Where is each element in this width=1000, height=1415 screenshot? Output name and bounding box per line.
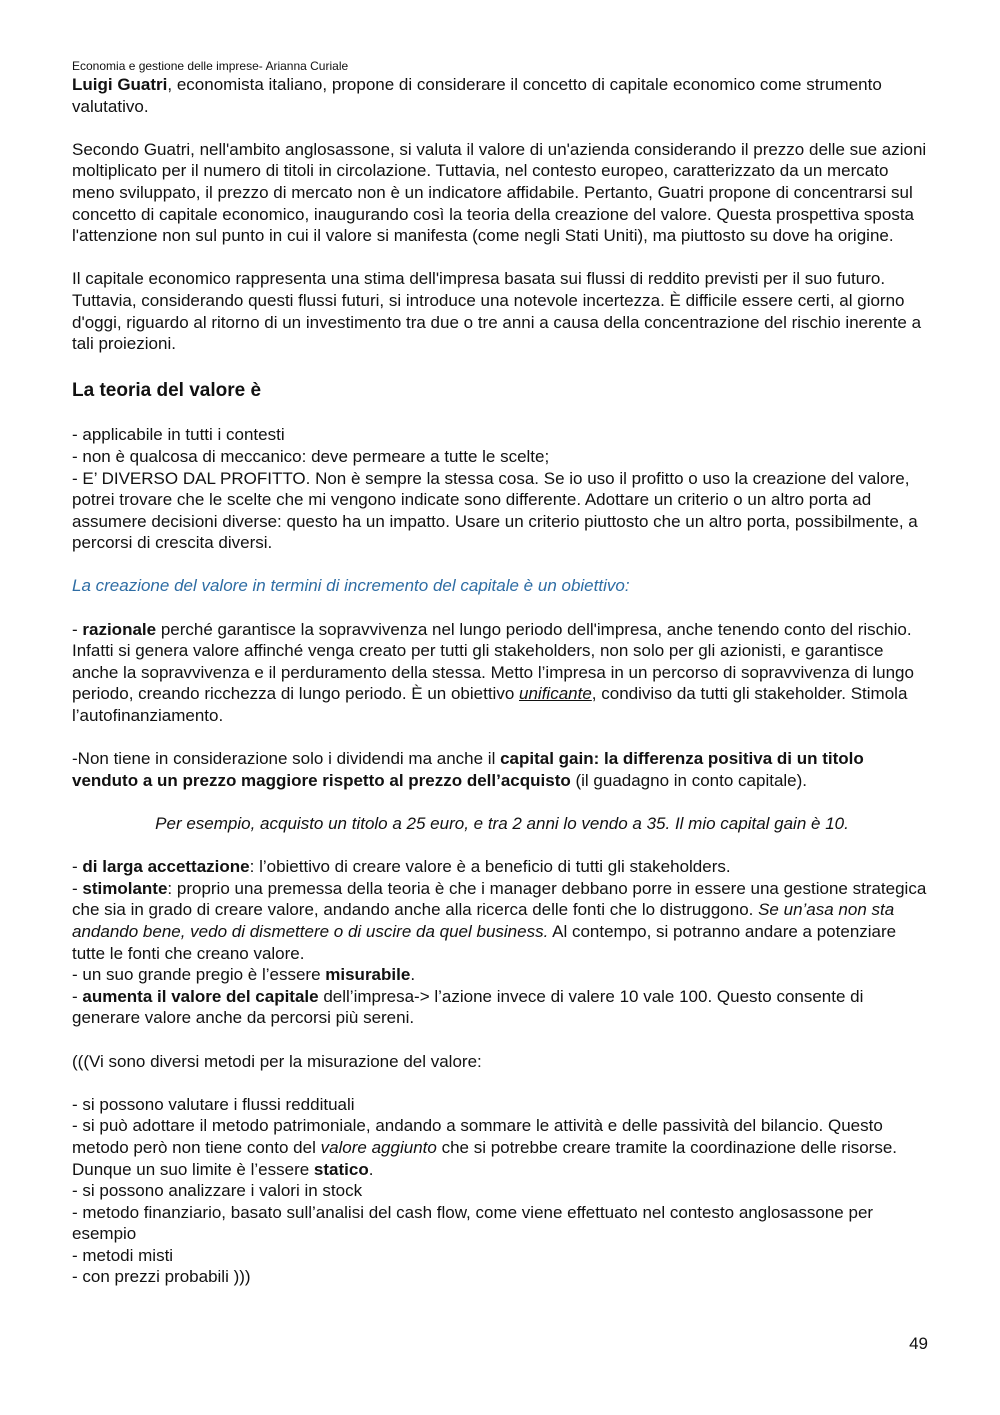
term-misurabile: misurabile	[325, 965, 411, 985]
term-unificante: unificante	[519, 684, 592, 704]
paragraph-text: - un suo grande pregio è l’essere	[72, 965, 326, 985]
list-item-stimolante	[72, 878, 932, 964]
paragraph-text: : l’obiettivo di creare valore è a beneficio di tutti gli stakeholders.	[249, 857, 731, 877]
list-item-aumenta-valore	[72, 986, 932, 1029]
paragraph-text: Al contempo, si potranno andare a potenziare tutte le fonti che creano valore.	[72, 921, 897, 963]
section-heading-teoria-valore: La teoria del valore è	[72, 379, 262, 401]
list-item-misurabile	[72, 964, 932, 986]
page-number: 49	[909, 1334, 928, 1353]
subheading-creazione-valore: La creazione del valore in termini di incremento del capitale è un obiettivo:	[72, 576, 630, 596]
paragraph-text: , economista italiano, propone di considerare il concetto di capitale economico come strumento valutativo.	[72, 75, 882, 116]
paragraph-text: perché garantisce la sopravvivenza nel lungo periodo dell'impresa, anche tenendo conto del rischio. Infatti si genera valore affinché venga creato per tutti gli stakeholders, non solo per gli azionisti, e garantisce anche la sopravvivenza e il perduramento della stessa. Metto l’impresa in un percorso di sopravvivenza di lungo periodo, creando ricchezza di lungo periodo. È un obiettivo	[72, 619, 914, 704]
paragraph-text: .	[410, 965, 416, 985]
term-stimolante: stimolante	[82, 878, 168, 898]
paragraph-guatri-intro	[72, 74, 932, 117]
list-item-larga-accettazione	[72, 856, 932, 878]
paragraph-text: (il guadagno in conto capitale).	[570, 770, 808, 790]
term-razionale: razionale	[82, 619, 157, 639]
paragraph-text: : proprio una premessa della teoria è che i manager debbano porre in essere una gestione strategica che sia in grado di creare valore, andando anche alla ricerca delle fonti che lo distruggono.	[72, 878, 927, 920]
list-item-valori-stock: - si possono analizzare i valori in stock	[72, 1181, 363, 1201]
page-content	[72, 58, 932, 1288]
list-item-flussi-reddituali: - si possono valutare i flussi reddituali	[72, 1094, 355, 1114]
bullet-dash: -	[72, 857, 83, 877]
italic-example: Se un’asa non sta andando bene, vedo di dismettere o di uscire da quel business.	[72, 900, 895, 941]
bullet-dash: -	[72, 878, 83, 898]
list-item-metodo-finanziario: - metodo finanziario, basato sull’analisi del cash flow, come viene effettuato nel contesto anglosassone per esempio	[72, 1202, 874, 1244]
paragraph-capital-gain	[72, 748, 932, 791]
paragraph-capitale-economico: Il capitale economico rappresenta una stima dell'impresa basata sui flussi di reddito previsti per il suo futuro. Tuttavia, considerando questi flussi futuri, si introduce una notevole incertezza. È difficile essere certi, al giorno d'oggi, riguardo al ritorno di un investimento tra due o tre anni a causa della concentrazione del rischio inerente a tali proiezioni.	[72, 269, 922, 354]
author-name: Luigi Guatri	[72, 75, 168, 94]
term-capital-gain: capital gain: la differenza positiva di un titolo venduto a un prezzo maggiore rispetto al prezzo dell’acquisto	[72, 749, 864, 790]
list-item-diverso-profitto: - E’ DIVERSO DAL PROFITTO. Non è sempre la stessa cosa. Se io uso il profitto o uso la creazione del valore, potrei trovare che le scelte che mi vengono indicate sono differente. Adottare un criterio o un altro porta ad assumere decisioni diverse: questo ha un impatto. Usare un criterio piuttosto che un altro porta, possibilmente, a percorsi di crescita diversi.	[72, 468, 918, 553]
paragraph-metodi-intro: (((Vi sono diversi metodi per la misurazione del valore:	[72, 1051, 482, 1071]
bullet-dash: -	[72, 619, 83, 639]
paragraph-text: che si potrebbe creare tramite la coordinazione delle risorse. Dunque un suo limite è l’essere	[72, 1137, 898, 1179]
list-item-applicabile: - applicabile in tutti i contesti	[72, 425, 285, 445]
paragraph-guatri-anglosassone: Secondo Guatri, nell'ambito anglosassone, si valuta il valore di un'azienda considerando il prezzo delle sue azioni moltiplicato per il numero di titoli in circolazione. Tuttavia, nel contesto europeo, caratterizzato da un mercato meno sviluppato, il prezzo di mercato non è un indicatore affidabile. Pertanto, Guatri propone di concentrarsi sul concetto di capitale economico, inaugurando così la teoria della creazione del valore. Questa prospettiva sposta l'attenzione non sul punto in cui il valore si manifesta (come negli Stati Uniti), ma piuttosto su dove ha origine.	[72, 139, 927, 246]
term-valore-aggiunto: valore aggiunto	[320, 1137, 437, 1157]
example-capital-gain: Per esempio, acquisto un titolo a 25 euro, e tra 2 anni lo vendo a 35. Il mio capital gain è 10.	[155, 814, 849, 833]
bullet-dash: -	[72, 986, 83, 1006]
list-item-prezzi-probabili: - con prezzi probabili )))	[72, 1267, 251, 1287]
paragraph-text: , condiviso da tutti gli stakeholder. Stimola l’autofinanziamento.	[72, 684, 908, 726]
paragraph-text: -Non tiene in considerazione solo i dividendi ma anche il	[72, 749, 501, 769]
paragraph-text: .	[368, 1159, 374, 1179]
term-statico: statico	[313, 1159, 369, 1179]
term-aumenta-valore: aumenta il valore del capitale	[82, 986, 319, 1006]
term-larga-accettazione: di larga accettazione	[82, 857, 250, 877]
list-item-non-meccanico: - non è qualcosa di meccanico: deve permeare a tutte le scelte;	[72, 446, 550, 466]
list-item-metodo-patrimoniale	[72, 1115, 932, 1180]
paragraph-text: dell’impresa-> l’azione invece di valere 10 vale 100. Questo consente di generare valore anche da percorsi più sereni.	[72, 986, 864, 1028]
list-item-razionale	[72, 619, 932, 727]
paragraph-text: - si può adottare il metodo patrimoniale, andando a sommare le attività e delle passività del bilancio. Questo metodo però non tiene conto del	[72, 1116, 883, 1157]
list-item-metodi-misti: - metodi misti	[72, 1245, 174, 1265]
running-header: Economia e gestione delle imprese- Arianna Curiale	[72, 59, 349, 73]
